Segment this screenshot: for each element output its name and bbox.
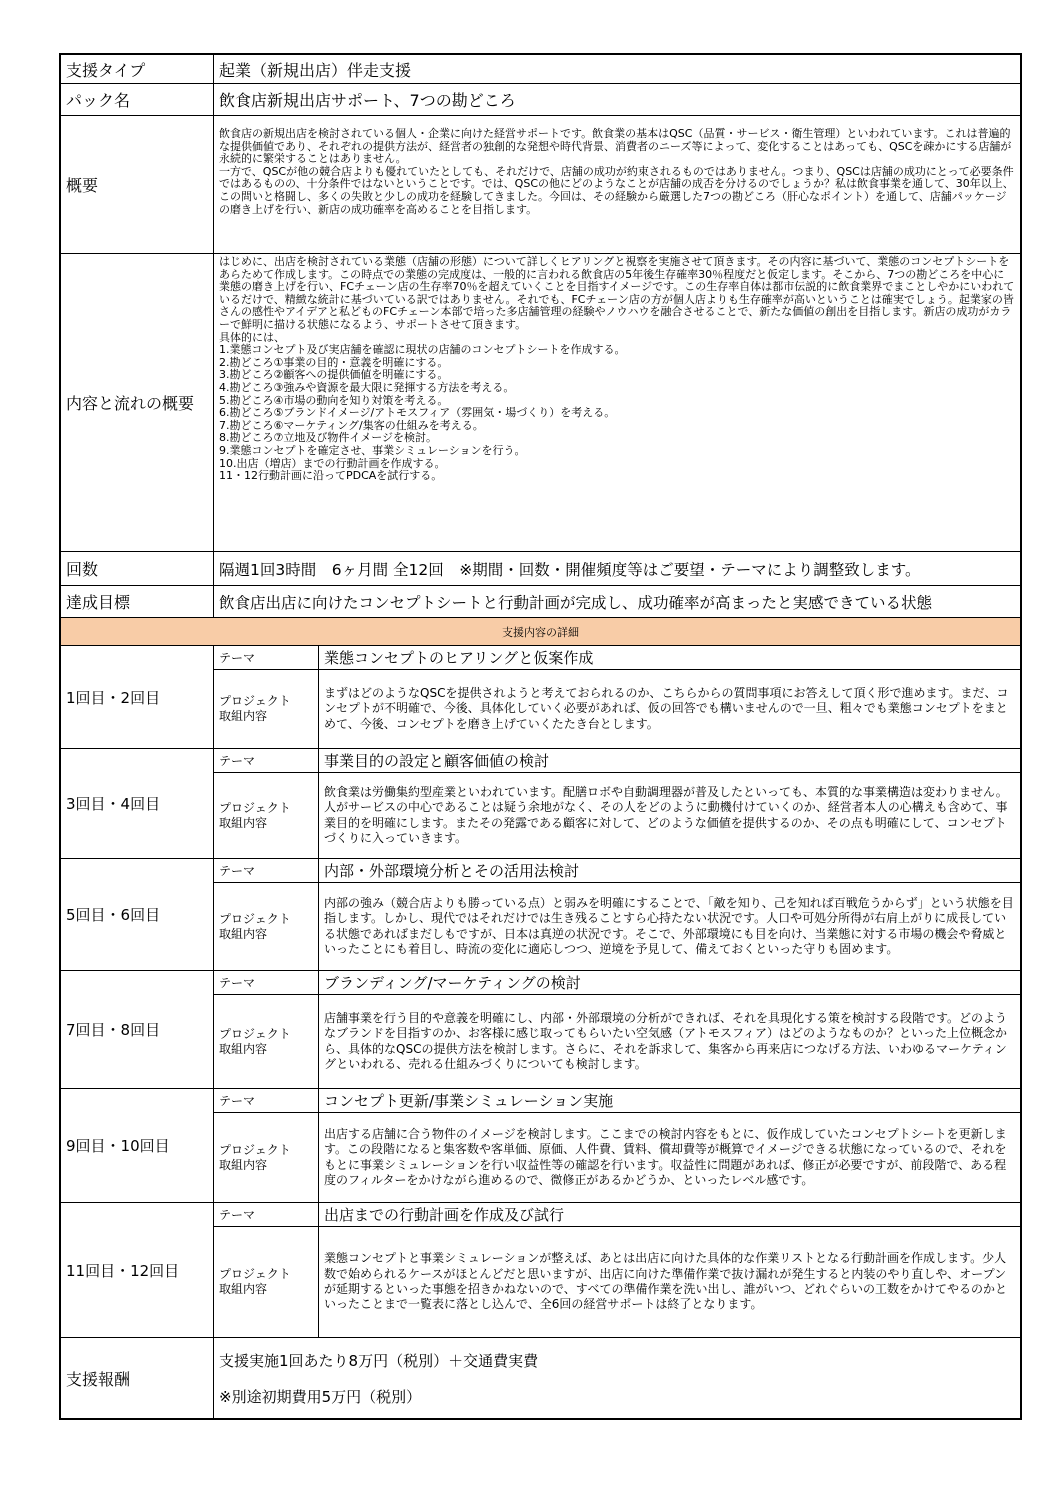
support-type-label: 支援タイプ bbox=[61, 55, 214, 83]
fee-line-2: ※別途初期費用5万円（税別） bbox=[219, 1387, 422, 1406]
session-theme: コンセプト更新/事業シミュレーション実施 bbox=[324, 1092, 614, 1110]
session-theme: ブランディング/マーケティングの検討 bbox=[324, 974, 581, 992]
row-support-type bbox=[61, 55, 1020, 84]
project-label: プロジェクト 取組内容 bbox=[214, 670, 319, 748]
step-item: 6.勘どころ⑤ブランドイメージ/アトモスフィア（雰囲気・場づくり）を考える。 bbox=[219, 406, 616, 420]
fee-label: 支援報酬 bbox=[61, 1338, 214, 1418]
details-banner: 支援内容の詳細 bbox=[61, 618, 1020, 646]
content-flow-lead: 具体的には、 bbox=[219, 330, 285, 344]
session-label: 1回目・2回目 bbox=[61, 646, 214, 748]
session-2 bbox=[61, 749, 1020, 859]
row-overview bbox=[61, 116, 1020, 254]
step-item: 1.業態コンセプト及び実店舗を確認に現状の店舗のコンセプトシートを作成する。 bbox=[219, 343, 626, 357]
project-label: プロジェクト 取組内容 bbox=[214, 1227, 319, 1337]
content-flow-intro: はじめに、出店を検討されている業態（店舗の形態）について詳しくヒアリングと視察を実施させて頂きます。その内容に基づいて、業態のコンセプトシートをあらためて作成します。この時点での業態の完成度は、一般的に言われる飲食店の5年後生存確率30％程度だと仮定します。そこから、7つの勘どころを中心に業態の磨き上げを行い、FCチェーン店の生存率70％を超えていくことを目指すイメージです。この生存率自体は都市伝説的に飲食業界でまことしやかにいわれているだけで、精緻な統計に基づいている訳ではありません。それでも、FCチェーン店の方が個人店よりも生存確率が高いということは確実でしょう。起業家の皆さんの感性やアイデアと私どものFCチェーン本部で培った多店舗管理の経験やノウハウを融合させることで、新たな価値の創出を目指します。新店の成功がカラーで鮮明に描ける状態になるよう、サポートさせて頂きます。 bbox=[219, 255, 1015, 331]
overview-text bbox=[214, 116, 1020, 253]
theme-label: テーマ bbox=[214, 1203, 319, 1226]
overview-paragraph-1: 飲食店の新規出店を検討されている個人・企業に向けた経営サポートです。飲食業の基本はQSC（品質・サービス・衛生管理）といわれています。これは普遍的な提供価値であり、それぞれの提供方法が、経営者の独創的な発想や時代背景、消費者のニーズ等によって、変化することはあっても、QSCを疎かにする店舗が永続的に繁栄することはありません。 bbox=[219, 127, 1012, 166]
fee-value bbox=[214, 1338, 1020, 1418]
row-fee bbox=[61, 1338, 1020, 1418]
step-item: 3.勘どころ②顧客への提供価値を明確にする。 bbox=[219, 368, 449, 382]
session-label: 3回目・4回目 bbox=[61, 749, 214, 858]
step-item: 10.出店（増店）までの行動計画を作成する。 bbox=[219, 456, 446, 470]
theme-label: テーマ bbox=[214, 646, 319, 669]
fee-line-1: 支援実施1回あたり8万円（税別）＋交通費実費 bbox=[219, 1351, 539, 1370]
step-item: 8.勘どころ⑦立地及び物件イメージを検討。 bbox=[219, 431, 438, 445]
session-label: 7回目・8回目 bbox=[61, 971, 214, 1088]
theme-label: テーマ bbox=[214, 1089, 319, 1112]
session-label: 5回目・6回目 bbox=[61, 859, 214, 970]
row-count bbox=[61, 552, 1020, 586]
step-item: 5.勘どころ④市場の動向を知り対策を考える。 bbox=[219, 393, 449, 407]
project-label: プロジェクト 取組内容 bbox=[214, 995, 319, 1088]
session-label: 9回目・10回目 bbox=[61, 1089, 214, 1202]
content-flow-text bbox=[214, 254, 1020, 551]
step-item: 2.勘どころ①事業の目的・意義を明確にする。 bbox=[219, 355, 449, 369]
pack-name-value: 飲食店新規出店サポート、7つの勘どころ bbox=[219, 91, 516, 110]
count-label: 回数 bbox=[61, 552, 214, 585]
project-label: プロジェクト 取組内容 bbox=[214, 883, 319, 970]
count-value: 隔週1回3時間 6ヶ月間 全12回 ※期間・回数・開催頻度等はご要望・テーマにより調整致します。 bbox=[219, 560, 921, 579]
session-content: 内部の強み（競合店よりも勝っている点）と弱みを明確にすることで、「敵を知り、己を知れば百戦危うからず」という状態を目指します。しかし、現代ではそれだけでは生き残ることすら心持たない状況です。人口や可処分所得が右肩上がりに成長している状態であればまだしもですが、日本は真逆の状況です。そこで、外部環境にも目を向け、当業態に対する市場の機会や脅威といったことにも着目し、時流の変化に適応しつつ、逆境を予見して、備えておくといった守りも固めます。 bbox=[324, 895, 1014, 956]
session-content: まずはどのようなQSCを提供されようと考えておられるのか、こちらからの質問事項にお答えして頂く形で進めます。まだ、コンセプトが不明確で、今後、具体化していく必要があれば、仮の回答でも構いませんので一旦、粗々でも業態コンセプトをまとめて、今後、コンセプトを磨き上げていくたたき台とします。 bbox=[324, 685, 1009, 731]
step-item: 11・12行動計画に沿ってPDCAを試行する。 bbox=[219, 469, 443, 483]
session-label: 11回目・12回目 bbox=[61, 1203, 214, 1337]
session-content: 飲食業は労働集約型産業といわれています。配膳ロボや自動調理器が普及したといっても、本質的な事業構造は変わりません。人がサービスの中心であることは疑う余地がなく、その人をどのように動機付けていくのか、経営者本人の心構えも含めて、事業目的を明確にします。またその発露である顧客に対して、どのような価値を提供するのか、その点も明確にして、コンセプトづくりに入っていきます。 bbox=[324, 784, 1008, 845]
session-3 bbox=[61, 859, 1020, 971]
overview-paragraph-2: 一方で、QSCが他の競合店よりも優れていたとしても、それだけで、店舗の成功が約束されるものではありません。つまり、QSCは店舗の成功にとって必要条件ではあるものの、十分条件ではないということです。では、QSCの他にどのようなことが店舗の成否を分けるのでしょうか？私は飲食事業を通して、30年以上、この問いと格闘し、多くの失敗と少しの成功を経験してきました。今回は、その経験から厳選した7つの勘どころ（肝心なポイント）を通して、店舗パッケージの磨き上げを行い、新店の成功確率を高めることを目指します。 bbox=[219, 164, 1014, 216]
theme-label: テーマ bbox=[214, 971, 319, 994]
session-theme: 業態コンセプトのヒアリングと仮案作成 bbox=[324, 649, 594, 667]
project-label: プロジェクト 取組内容 bbox=[214, 1113, 319, 1202]
content-flow-label: 内容と流れの概要 bbox=[61, 254, 214, 551]
session-4 bbox=[61, 971, 1020, 1089]
overview-label: 概要 bbox=[61, 116, 214, 253]
session-theme: 内部・外部環境分析とその活用法検討 bbox=[324, 862, 580, 880]
session-5 bbox=[61, 1089, 1020, 1203]
step-item: 9.業態コンセプトを確定させ、事業シミュレーションを行う。 bbox=[219, 443, 526, 457]
goal-value: 飲食店出店に向けたコンセプトシートと行動計画が完成し、成功確率が高まったと実感できている状態 bbox=[219, 593, 933, 612]
session-theme: 出店までの行動計画を作成及び試行 bbox=[324, 1206, 565, 1224]
row-goal bbox=[61, 586, 1020, 618]
theme-label: テーマ bbox=[214, 859, 319, 882]
session-6 bbox=[61, 1203, 1020, 1338]
project-label: プロジェクト 取組内容 bbox=[214, 773, 319, 858]
support-type-value: 起業（新規出店）伴走支援 bbox=[219, 60, 412, 80]
session-theme: 事業目的の設定と顧客価値の検討 bbox=[324, 752, 550, 770]
row-pack-name bbox=[61, 84, 1020, 116]
theme-label: テーマ bbox=[214, 749, 319, 772]
session-content: 店舗事業を行う目的や意義を明確にし、内部・外部環境の分析ができれば、それを具現化する策を検討する段階です。どのようなブランドを目指すのか、お客様に感じ取ってもらいたい空気感（アトモスフィア）はどのようなものか？といった上位概念から、具体的なQSCの提供方法を検討します。さらに、それを訴求して、集客から再来店につなげる方法、いわゆるマーケティングといわれる、売れる仕組みづくりについても検討します。 bbox=[324, 1010, 1008, 1071]
session-content: 出店する店舗に合う物件のイメージを検討します。ここまでの検討内容をもとに、仮作成していたコンセプトシートを更新します。この段階になると集客数や客単価、原価、人件費、賃料、償却費等が概算でイメージできる状態になっているので、それをもとに事業シミュレーションを行い収益性等の確認を行います。収益性に問題があれば、修正が必要ですが、前段階で、ある程度のフィルターをかけながら進めるので、微修正があるかどうか、といったレベル感です。 bbox=[324, 1126, 1007, 1187]
pack-name-label: パック名 bbox=[61, 84, 214, 115]
row-content-flow bbox=[61, 254, 1020, 552]
step-item: 4.勘どころ③強みや資源を最大限に発揮する方法を考える。 bbox=[219, 380, 515, 394]
session-1 bbox=[61, 646, 1020, 749]
step-item: 7.勘どころ⑥マーケティング/集客の仕組みを考える。 bbox=[219, 418, 484, 432]
support-plan-sheet bbox=[59, 53, 1022, 1420]
session-content: 業態コンセプトと事業シミュレーションが整えば、あとは出店に向けた具体的な作業リストとなる行動計画を作成します。少人数で始められるケースがほとんどだと思いますが、出店に向けた準備作業で抜け漏れが発生すると内装のやり直しや、オープンが延期するといった事態を招きかねないので、すべての準備作業を洗い出し、誰がいつ、どれぐらいの工数をかけてやるのかといったことまで一覧表に落とし込んで、全6回の経営サポートは終了となります。 bbox=[324, 1251, 1008, 1312]
goal-label: 達成目標 bbox=[61, 586, 214, 617]
